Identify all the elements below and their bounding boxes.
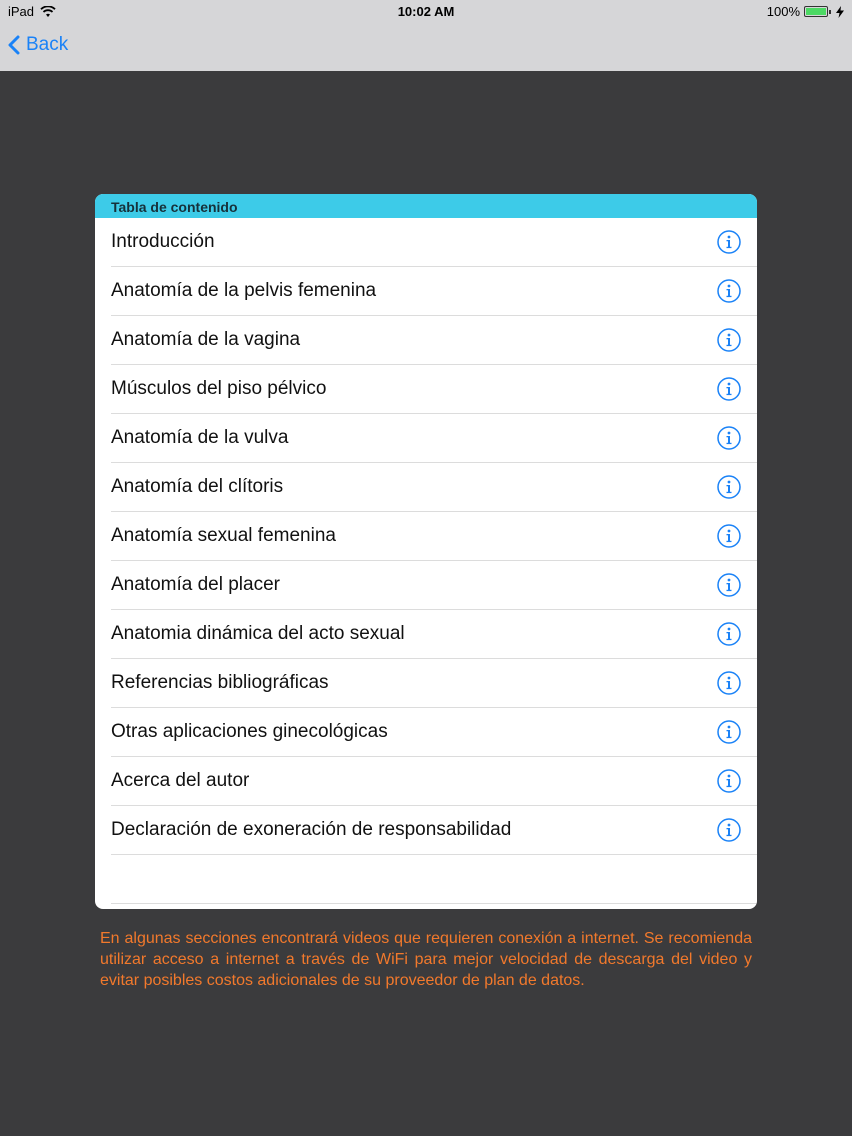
toc-item[interactable] (111, 806, 757, 855)
battery-icon (804, 6, 828, 17)
toc-item-label: Declaración de exoneración de responsabilidad (111, 819, 512, 840)
device-name: iPad (8, 4, 35, 19)
info-icon[interactable] (717, 671, 741, 695)
info-icon[interactable] (717, 720, 741, 744)
toc-list (95, 218, 757, 904)
info-icon[interactable] (717, 573, 741, 597)
toc-item[interactable] (111, 316, 757, 365)
toc-item-label: Anatomia dinámica del acto sexual (111, 623, 405, 644)
info-icon[interactable] (717, 279, 741, 303)
info-icon[interactable] (717, 622, 741, 646)
toc-item-label: Acerca del autor (111, 770, 250, 791)
info-icon[interactable] (717, 818, 741, 842)
toc-item-label: Músculos del piso pélvico (111, 378, 327, 399)
status-right (767, 4, 844, 19)
toc-item-label: Otras aplicaciones ginecológicas (111, 721, 388, 742)
toc-item-label: Anatomía sexual femenina (111, 525, 336, 546)
info-icon[interactable] (717, 230, 741, 254)
info-icon[interactable] (717, 328, 741, 352)
chevron-left-icon (8, 35, 20, 55)
toc-item[interactable] (111, 610, 757, 659)
info-icon[interactable] (717, 524, 741, 548)
toc-item-label: Introducción (111, 231, 215, 252)
toc-item[interactable] (111, 267, 757, 316)
toc-header: Tabla de contenido (95, 194, 757, 218)
toc-card (95, 194, 757, 909)
info-icon[interactable] (717, 769, 741, 793)
toc-item[interactable] (111, 414, 757, 463)
toc-item[interactable] (111, 659, 757, 708)
toc-item[interactable] (111, 561, 757, 610)
info-icon[interactable] (717, 475, 741, 499)
charging-icon (836, 6, 844, 18)
toc-item-label: Referencias bibliográficas (111, 672, 329, 693)
toc-item[interactable] (111, 365, 757, 414)
toc-item[interactable] (111, 463, 757, 512)
toc-item[interactable] (111, 757, 757, 806)
toc-item[interactable] (111, 512, 757, 561)
toc-item-label: Anatomía del clítoris (111, 476, 284, 497)
info-icon[interactable] (717, 377, 741, 401)
toc-item[interactable] (111, 708, 757, 757)
empty-row (111, 855, 757, 904)
back-button[interactable] (8, 34, 68, 56)
status-bar (0, 0, 852, 24)
toc-item-label: Anatomía del placer (111, 574, 280, 595)
toc-item[interactable] (111, 218, 757, 267)
toc-item-label: Anatomía de la vulva (111, 427, 289, 448)
back-label: Back (26, 34, 69, 55)
top-bar (0, 0, 852, 71)
wifi-notice: En algunas secciones encontrará videos que requieren conexión a internet. Se recomienda utilizar acceso a internet a través de WiFi para mejor velocidad de descarga del video y evitar posibles costos adicionales de su proveedor de plan de datos. (100, 930, 752, 989)
battery-percent: 100% (766, 4, 800, 19)
toc-item-label: Anatomía de la vagina (111, 329, 301, 350)
status-time: 10:02 AM (397, 4, 455, 19)
toc-item-label: Anatomía de la pelvis femenina (111, 280, 377, 301)
info-icon[interactable] (717, 426, 741, 450)
